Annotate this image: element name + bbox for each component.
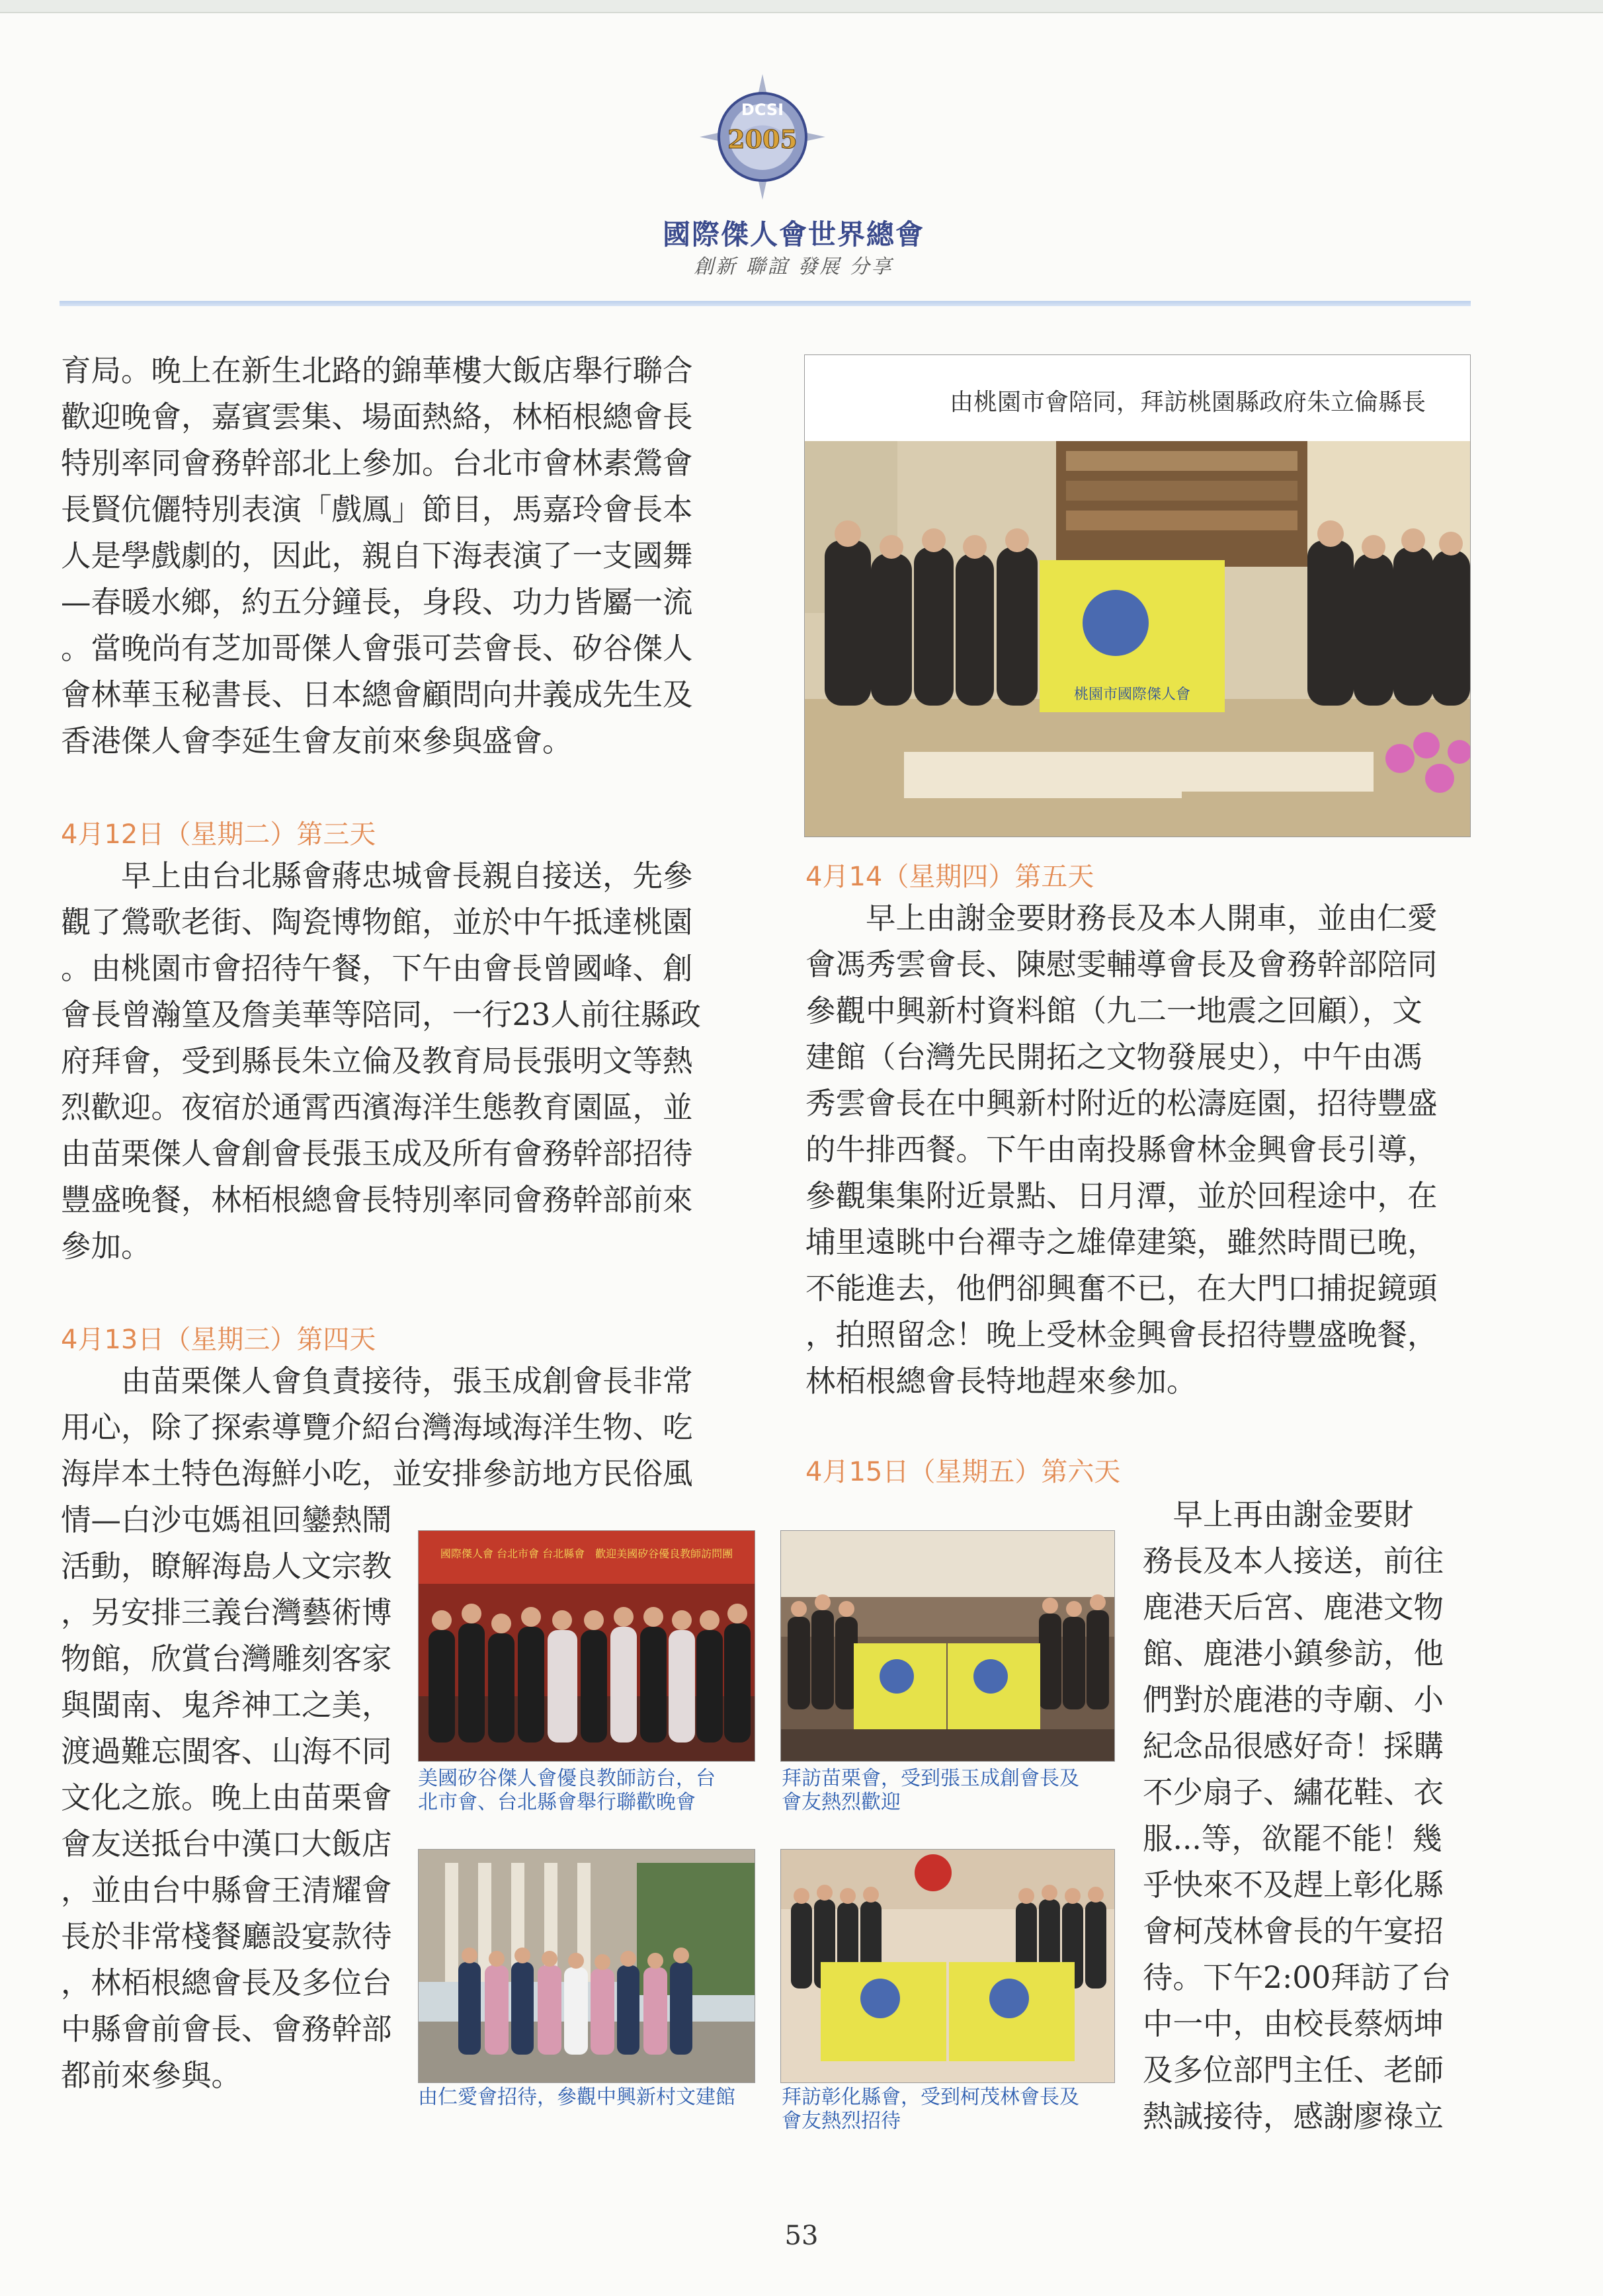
text-line: 秀雲會長在中興新村附近的松濤庭園，招待豐盛 <box>805 1086 1438 1121</box>
caption-line: 拜訪苗栗會，受到張玉成創會長及 <box>782 1767 1079 1790</box>
text-line: 海岸本土特色海鮮小吃，並安排參訪地方民俗風 <box>61 1456 693 1491</box>
text-line: 早上由台北縣會蔣忠城會長親自接送，先參 <box>61 858 693 893</box>
photo-welcome-party <box>418 1530 755 1762</box>
photo-banner-text: 國際傑人會 台北市會 台北縣會 歡迎美國矽谷優良教師訪問團 <box>440 1547 733 1560</box>
photo-culture-center-caption <box>418 2086 735 2110</box>
day4-narrow-paragraph <box>61 1497 405 2099</box>
day4-heading: 4月13日（星期三）第四天 <box>61 1325 376 1355</box>
text-line: 早上再由謝金要財 <box>1143 1497 1414 1532</box>
text-line: 不能進去，他們卻興奮不已，在大門口捕捉鏡頭 <box>805 1271 1438 1306</box>
day6-heading: 4月15日（星期五）第六天 <box>805 1457 1121 1487</box>
caption-line: 北市會、台北縣會舉行聯歡晚會 <box>418 1791 696 1814</box>
text-line: 香港傑人會李延生會友前來參與盛會。 <box>61 723 573 758</box>
text-line: 埔里遠眺中台禪寺之雄偉建築，雖然時間已晚， <box>805 1225 1438 1260</box>
text-line: ，林栢根總會長及多位台 <box>61 1965 392 2000</box>
page-number: 53 <box>784 2221 819 2251</box>
photo-miaoli-visit <box>780 1530 1115 1762</box>
day5-paragraph <box>805 895 1470 1405</box>
text-line: 渡過難忘閩客、山海不同 <box>61 1734 392 1769</box>
text-line: 特別率同會務幹部北上參加。台北市會林素鶯會 <box>61 446 693 481</box>
day3-heading: 4月12日（星期二）第三天 <box>61 819 376 850</box>
text-line: ，另安排三義台灣藝術博 <box>61 1595 392 1630</box>
text-line: 用心，除了探索導覽介紹台灣海域海洋生物、吃 <box>61 1410 693 1445</box>
text-line: 的牛排西餐。下午由南投縣會林金興會長引導， <box>805 1132 1438 1167</box>
text-line: 務長及本人接送，前往 <box>1143 1543 1444 1578</box>
day3-paragraph <box>61 853 725 1270</box>
text-line: 參加。 <box>61 1229 151 1264</box>
text-line: ，並由台中縣會王清耀會 <box>61 1873 392 1908</box>
text-line: 服...等，欲罷不能！幾 <box>1143 1821 1442 1856</box>
text-line: 活動，瞭解海島人文宗教 <box>61 1549 392 1584</box>
text-line: 烈歡迎。夜宿於通霄西濱海洋生態教育園區，並 <box>61 1090 693 1125</box>
caption-line: 拜訪彰化縣會，受到柯茂林會長及 <box>782 2086 1079 2109</box>
text-line: 由苗栗傑人會創會長張玉成及所有會務幹部招待 <box>61 1136 693 1171</box>
text-line: 歡迎晚會，嘉賓雲集、場面熱絡，林栢根總會長 <box>61 399 693 434</box>
text-line: 會林華玉秘書長、日本總會顧問向井義成先生及 <box>61 677 693 712</box>
text-line: 中一中，由校長蔡炳坤 <box>1143 2006 1444 2041</box>
text-line: 育局。晚上在新生北路的錦華樓大飯店舉行聯合 <box>61 353 693 388</box>
day5-heading: 4月14（星期四）第五天 <box>805 862 1094 892</box>
photo-changhua-visit-caption <box>782 2086 1079 2133</box>
text-line: 由苗栗傑人會負責接待，張玉成創會長非常 <box>61 1364 693 1399</box>
text-line: 參觀中興新村資料館（九二一地震之回顧），文 <box>805 993 1422 1028</box>
organization-motto: 創新 聯誼 發展 分享 <box>694 255 893 278</box>
day4-paragraph <box>61 1358 725 1497</box>
organization-name: 國際傑人會世界總會 <box>662 218 925 251</box>
photo-taoyuan-county-visit <box>804 354 1471 837</box>
text-line: 與閩南、鬼斧神工之美， <box>61 1688 392 1723</box>
text-line: 鹿港天后宮、鹿港文物 <box>1143 1590 1444 1625</box>
header-rule <box>60 301 1471 306</box>
text-line: 林栢根總會長特地趕來參加。 <box>805 1364 1197 1399</box>
scan-top-band <box>0 0 1603 13</box>
photo-miaoli-visit-caption <box>782 1767 1079 1815</box>
dcsi-logo <box>700 74 825 200</box>
text-line: 乎快來不及趕上彰化縣 <box>1143 1867 1444 1903</box>
photo-top-caption: 由桃園市會陪同，拜訪桃園縣政府朱立倫縣長 <box>950 389 1426 416</box>
text-line: 不少扇子、繡花鞋、衣 <box>1143 1775 1444 1810</box>
caption-line: 會友熱烈招待 <box>782 2110 901 2133</box>
logo-year: 2005 <box>727 124 798 154</box>
text-line: 會柯茂林會長的午宴招 <box>1143 1914 1444 1949</box>
photo-banner-text: 桃園市國際傑人會 <box>1073 686 1191 703</box>
text-line: 熱誠接待，感謝廖祿立 <box>1143 2099 1444 2134</box>
text-line: —春暖水鄉，約五分鐘長，身段、功力皆屬一流 <box>61 585 693 620</box>
caption-line: 美國矽谷傑人會優良教師訪台，台 <box>418 1767 716 1790</box>
photo-changhua-visit <box>780 1849 1115 2083</box>
text-line: 。由桃園市會招待午餐，下午由會長曾國峰、創 <box>61 951 693 986</box>
text-line: 會馮秀雲會長、陳慰雯輔導會長及會務幹部陪同 <box>805 947 1438 982</box>
text-line: 都前來參與。 <box>61 2058 242 2093</box>
text-line: 府拜會，受到縣長朱立倫及教育局長張明文等熱 <box>61 1044 693 1079</box>
text-line: 會友送抵台中漢口大飯店 <box>61 1826 392 1862</box>
text-line: 長於非常棧餐廳設宴款待 <box>61 1919 392 1954</box>
photo-culture-center <box>418 1849 755 2083</box>
text-line: 。當晚尚有芝加哥傑人會張可芸會長、矽谷傑人 <box>61 631 693 666</box>
text-line: ，拍照留念！晚上受林金興會長招待豐盛晚餐， <box>805 1317 1438 1352</box>
text-line: 會長曾瀚篁及詹美華等陪同，一行23人前往縣政 <box>61 997 701 1032</box>
photo-welcome-party-caption <box>418 1767 716 1815</box>
text-line: 待。下午2:00拜訪了台 <box>1143 1960 1452 1995</box>
intro-paragraph <box>61 348 725 764</box>
text-line: 中縣會前會長、會務幹部 <box>61 2012 392 2047</box>
day6-paragraph <box>1143 1492 1473 2140</box>
text-line: 早上由謝金要財務長及本人開車，並由仁愛 <box>805 901 1438 936</box>
text-line: 豐盛晚餐，林栢根總會長特別率同會務幹部前來 <box>61 1182 693 1217</box>
text-line: 長賢伉儷特別表演「戲鳳」節目，馬嘉玲會長本 <box>61 492 693 527</box>
text-line: 文化之旅。晚上由苗栗會 <box>61 1780 392 1815</box>
text-line: 紀念品很感好奇！採購 <box>1143 1729 1444 1764</box>
text-line: 們對於鹿港的寺廟、小 <box>1143 1682 1444 1717</box>
text-line: 參觀集集附近景點、日月潭，並於回程途中，在 <box>805 1178 1438 1213</box>
text-line: 建館（台灣先民開拓之文物發展史），中午由馮 <box>805 1040 1422 1075</box>
text-line: 物館，欣賞台灣雕刻客家 <box>61 1641 392 1676</box>
text-line: 情—白沙屯媽祖回鑾熱鬧 <box>61 1502 392 1538</box>
text-line: 及多位部門主任、老師 <box>1143 2053 1444 2088</box>
logo-text: DCSI <box>741 101 784 119</box>
caption-line: 會友熱烈歡迎 <box>782 1791 901 1814</box>
text-line: 館、鹿港小鎮參訪，他 <box>1143 1636 1444 1671</box>
text-line: 人是學戲劇的，因此，親自下海表演了一支國舞 <box>61 538 693 573</box>
caption-line: 由仁愛會招待，參觀中興新村文建館 <box>418 2086 735 2109</box>
text-line: 觀了鶯歌老街、陶瓷博物館，並於中午抵達桃園 <box>61 905 693 940</box>
